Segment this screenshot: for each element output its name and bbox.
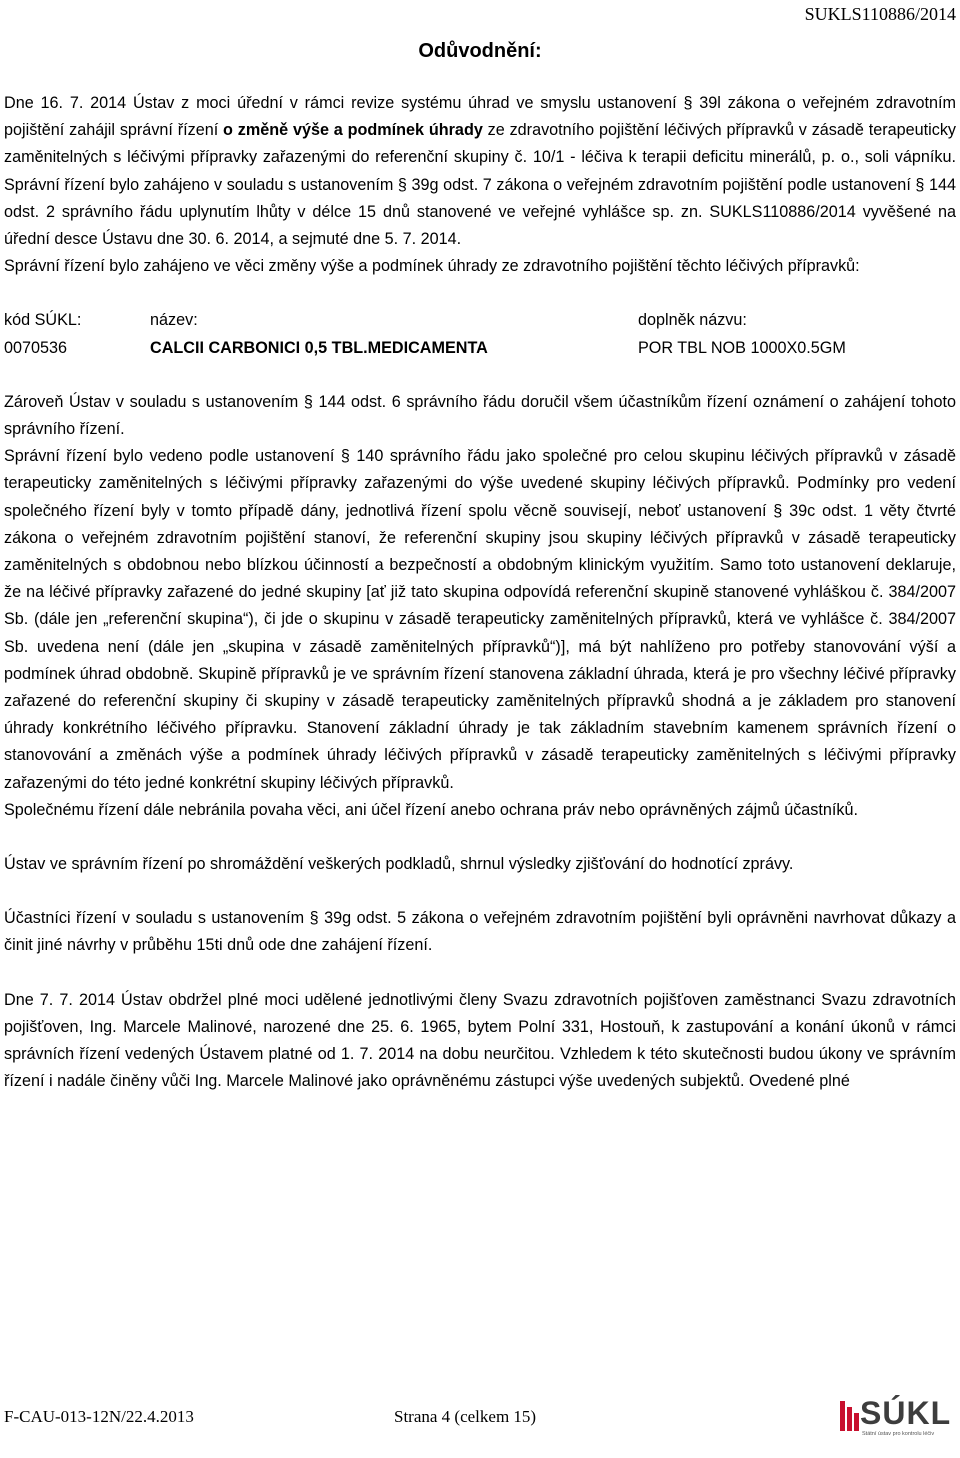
paragraph-5: Společnému řízení dále nebránila povaha věci, ani účel řízení anebo ochrana práv nebo oprávněných zájmů účastníků. — [4, 800, 858, 819]
paragraph-1 — [4, 90, 956, 253]
logo-subtitle: Státní ústav pro kontrolu léčiv — [862, 1431, 935, 1437]
paragraph-8: Dne 7. 7. 2014 Ústav obdržel plné moci udělené jednotlivými členy Svazu zdravotních pojišťoven zaměstnanci Svazu zdravotních pojišťoven, Ing. Marcele Malinové, narozené dne 25. 6. 1965, bytem Polní 331, Hostouň, k zastupování a konání úkonů v rámci správních řízení vedených Ústavem platné od 1. 7. 2014 na dobu neurčitou. Vzhledem k této skutečnosti budou úkony ve správním řízení i nadále činěny vůči Ing. Marcele Malinové jako oprávněnému zástupci výše uvedených subjektů. Ovedené plné — [4, 990, 956, 1091]
page-number: Strana 4 (celkem 15) — [394, 1407, 537, 1426]
paragraph-4: Správní řízení bylo vedeno podle ustanovení § 140 správního řádu jako společné pro celou skupinu léčivých přípravků v zásadě terapeuticky zaměnitelných s léčivými přípravky zařazenými do výše uvedené skupiny léčivých přípravků. Podmínky pro vedení společného řízení byly v tomto případě dány, jednotlivá řízení spolu věcně souvisejí, neboť ustanovení § 39c odst. 1 věty čtvrté zákona o veřejném zdravotním pojištění stanoví, že referenční skupiny jsou skupiny léčivých přípravků v zásadě terapeuticky zaměnitelných s obdobnou nebo blízkou účinností a bezpečností a obdobným klinickým využitím. Samo toto ustanovení deklaruje, že na léčivé přípravky zařazené do jedné skupiny [ať již tato skupina odpovídá referenční skupině stanovené vyhláškou č. 384/2007 Sb. (dále jen „referenční skupina“), či jde o skupinu v zásadě terapeuticky zaměnitelných přípravků, která ve vyhlášce č. 384/2007 Sb. uvedena není (dále jen „skupina v zásadě zaměnitelných přípravků“)], má být nahlíženo pro potřeby stanovování výší a podmínek úhrad obdobně. Skupině přípravků je ve správním řízení stanovena základní úhrada, která je pro všechny léčivé přípravky zařazené do referenční skupiny či skupiny v zásadě terapeuticky zaměnitelných přípravků shodná a je základem pro stanovení úhrady konkrétního léčivého přípravku. Stanovení základní úhrady je tak základním stavebním kamenem správních řízení o stanovování a změnách výše a podmínek úhrady léčivých přípravků v zásadě terapeuticky zaměnitelných s léčivými přípravky zařazenými do této jedné konkrétní skupiny léčivých přípravků. — [4, 447, 956, 792]
paragraph-6: Ústav ve správním řízení po shromáždění veškerých podkladů, shrnul výsledky zjišťování do hodnotící zprávy. — [4, 855, 794, 874]
section-heading: Odůvodnění: — [418, 40, 542, 62]
reference-number: SUKLS110886/2014 — [804, 4, 956, 24]
table-cell-supplement: POR TBL NOB 1000X0.5GM — [638, 338, 846, 357]
paragraph-7: Účastníci řízení v souladu s ustanovením § 39g odst. 5 zákona o veřejném zdravotním pojištění byli oprávněni navrhovat důkazy a činit jiné návrhy v průběhu 15ti dnů ode dne zahájení řízení. — [4, 909, 956, 955]
document-body — [4, 90, 956, 1096]
paragraph-1-rest: ze zdravotního pojištění léčivých přípravků v zásadě terapeuticky zaměnitelných s léčivými přípravky zařazenými do referenční skupiny č. 10/1 - léčiva k terapii deficitu minerálů, p. o., soli vápníku. Správní řízení bylo zahájeno v souladu s ustanovením § 39g odst. 7 zákona o veřejném zdravotním pojištění podle ustanovení § 144 odst. 2 správního řádu uplynutím lhůty v délce 15 dnů stanovené ve veřejné vyhlášce sp. zn. SUKLS110886/2014 vyvěšené na úřední desce Ústavu dne 30. 6. 2014, a sejmuté dne 5. 7. 2014. — [4, 121, 957, 249]
logo-text: SÚKL — [860, 1395, 952, 1431]
product-table — [4, 307, 956, 361]
paragraph-3: Zároveň Ústav v souladu s ustanovením § 144 odst. 6 správního řádu doručil všem účastníkům řízení oznámení o zahájení tohoto správního řízení. — [4, 392, 956, 439]
page-footer — [4, 1395, 954, 1447]
paragraph-2: Správní řízení bylo zahájeno ve věci změny výše a podmínek úhrady ze zdravotního pojištění těchto léčivých přípravků: — [4, 257, 860, 276]
sukl-logo — [838, 1397, 950, 1447]
paragraph-1-bold: o změně výše a podmínek úhrady — [223, 121, 483, 140]
logo-mark-icon — [838, 1397, 860, 1435]
table-header-supplement: doplněk názvu: — [638, 311, 747, 330]
paragraph-1-text: Dne 16. 7. 2014 Ústav z moci úřední v rámci revize systému úhrad ve smyslu ustanovení § 39l zákona o veřejném zdravotním pojištění zahájil správní řízení — [4, 94, 956, 140]
form-code: F-CAU-013-12N/22.4.2013 — [4, 1407, 194, 1426]
table-header-name: název: — [150, 311, 198, 330]
table-cell-code: 0070536 — [4, 338, 68, 357]
table-cell-name: CALCII CARBONICI 0,5 TBL.MEDICAMENTA — [150, 338, 488, 357]
table-header-code: kód SÚKL: — [4, 311, 82, 330]
